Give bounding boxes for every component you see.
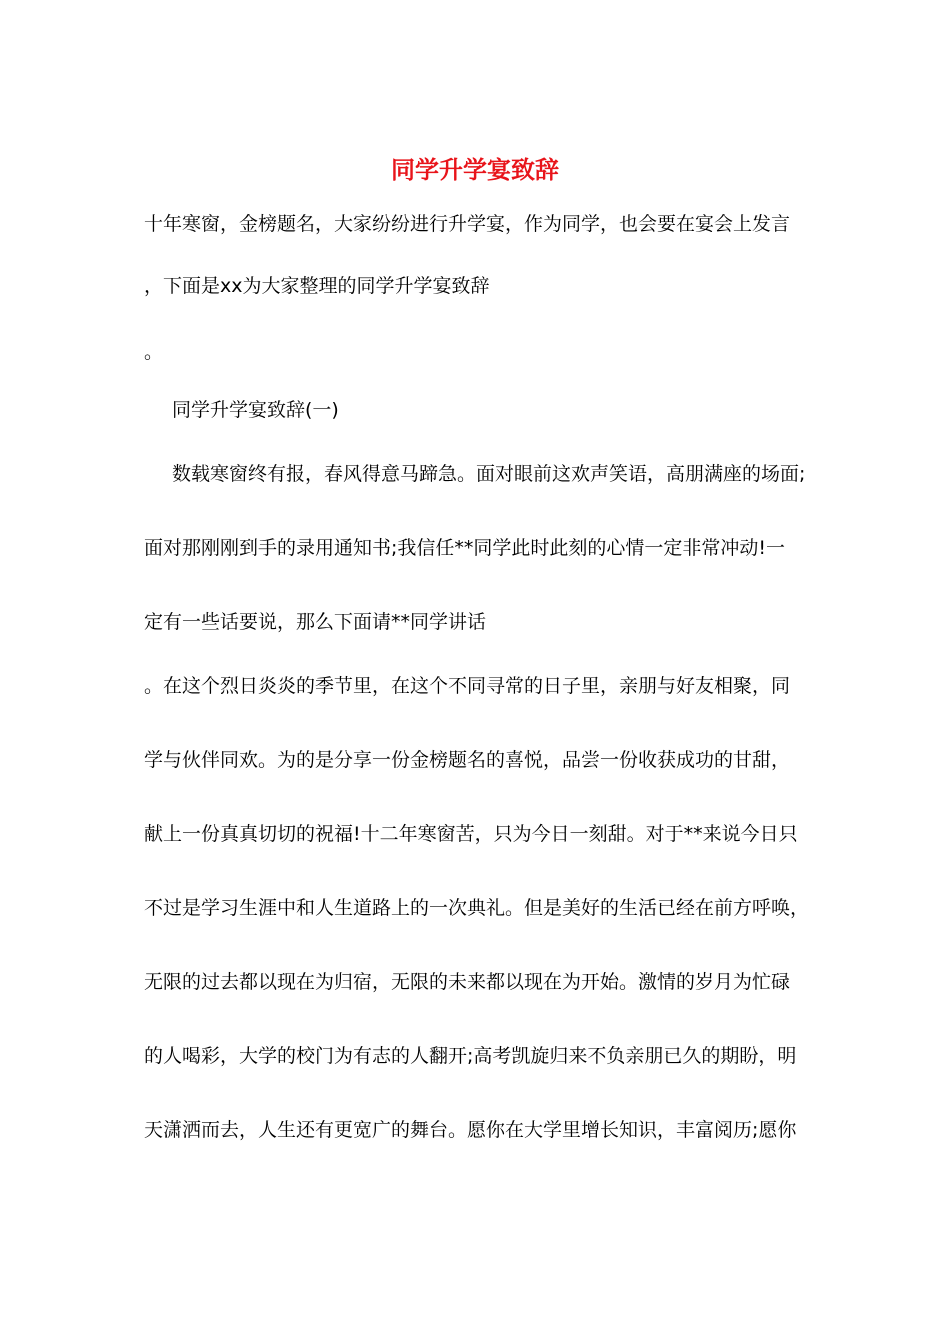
text-line: 。 bbox=[144, 341, 164, 363]
text-line: 十年寒窗，金榜题名，大家纷纷进行升学宴，作为同学，也会要在宴会上发言 bbox=[144, 213, 791, 235]
text-line: 的人喝彩，大学的校门为有志的人翻开;高考凯旋归来不负亲朋已久的期盼，明 bbox=[144, 1045, 797, 1067]
text-line: 面对那刚刚到手的录用通知书;我信任**同学此时此刻的心情一定非常冲动!一 bbox=[144, 537, 786, 559]
text-line: ，下面是xx为大家整理的同学升学宴致辞 bbox=[144, 275, 490, 297]
section-heading: 同学升学宴致辞(一) bbox=[172, 399, 339, 421]
text-line: 无限的过去都以现在为归宿，无限的未来都以现在为开始。激情的岁月为忙碌 bbox=[144, 971, 791, 993]
text-line: 数载寒窗终有报，春风得意马蹄急。面对眼前这欢声笑语，高朋满座的场面; bbox=[172, 463, 806, 485]
text-line: 。在这个烈日炎炎的季节里，在这个不同寻常的日子里，亲朋与好友相聚，同 bbox=[144, 675, 791, 697]
text-line: 学与伙伴同欢。为的是分享一份金榜题名的喜悦，品尝一份收获成功的甘甜， bbox=[144, 749, 791, 771]
text-line: 天潇洒而去，人生还有更宽广的舞台。愿你在大学里增长知识，丰富阅历;愿你 bbox=[144, 1119, 797, 1141]
text-line: 献上一份真真切切的祝福!十二年寒窗苦，只为今日一刻甜。对于**来说今日只 bbox=[144, 823, 798, 845]
text-line: 不过是学习生涯中和人生道路上的一次典礼。但是美好的生活已经在前方呼唤， bbox=[144, 897, 810, 919]
document-title: 同学升学宴致辞 bbox=[391, 155, 559, 184]
text-line: 定有一些话要说，那么下面请**同学讲话 bbox=[144, 611, 487, 633]
